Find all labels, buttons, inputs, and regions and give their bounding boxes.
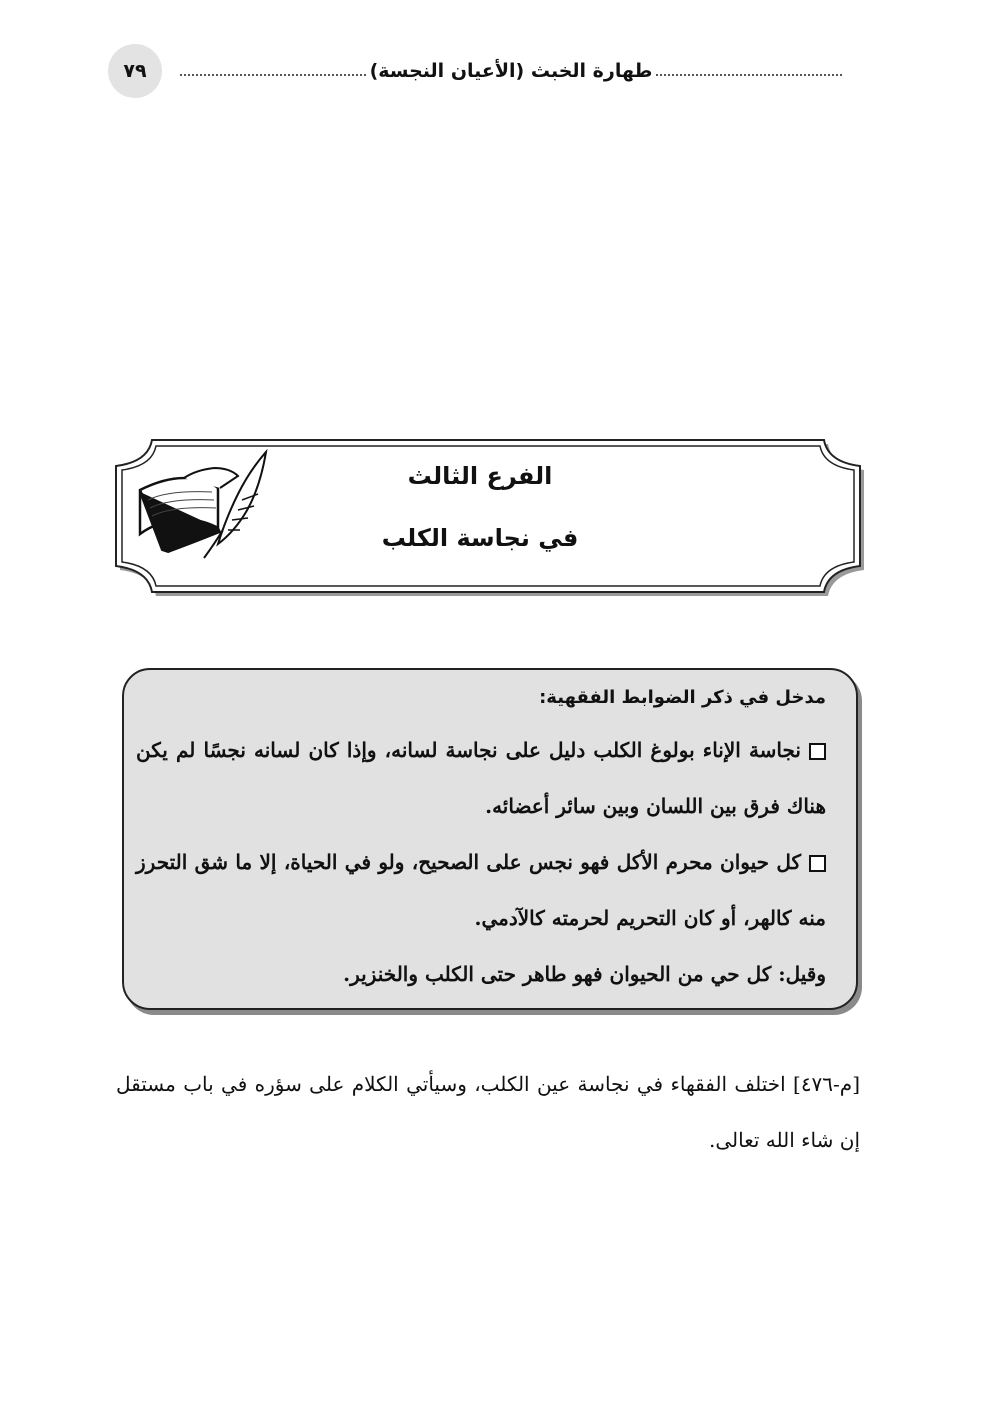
rule-text: نجاسة الإناء بولوغ الكلب دليل على نجاسة لسانه، وإذا كان لسانه نجسًا لم يكن هناك فرق بين اللسان وبين سائر أعضائه. bbox=[136, 738, 826, 818]
square-bullet-icon bbox=[809, 743, 826, 760]
body-paragraph: [م-٤٧٦] اختلف الفقهاء في نجاسة عين الكلب، وسيأتي الكلام على سؤره في باب مستقل إن شاء الله تعالى. bbox=[116, 1072, 860, 1152]
jurisprudence-rules-box bbox=[122, 668, 858, 1010]
rule-note: وقيل: كل حي من الحيوان فهو طاهر حتى الكلب والخنزير. bbox=[343, 962, 826, 986]
header-dots-right bbox=[656, 74, 842, 76]
rules-heading: مدخل في ذكر الضوابط الفقهية: bbox=[539, 687, 826, 708]
running-title: طهارة الخبث (الأعيان النجسة) bbox=[369, 60, 653, 82]
book-and-quill-icon bbox=[134, 448, 274, 564]
rule-item bbox=[136, 722, 826, 834]
square-bullet-icon bbox=[809, 855, 826, 872]
chapter-title: الفرع الثالث bbox=[407, 462, 553, 490]
page-number: ٧٩ bbox=[108, 44, 162, 98]
rule-item bbox=[136, 834, 826, 946]
header-dots-left bbox=[180, 74, 366, 76]
running-header bbox=[180, 56, 842, 86]
rule-text: كل حيوان محرم الأكل فهو نجس على الصحيح، ولو في الحياة، إلا ما شق التحرز منه كالهر، أو كان التحريم لحرمته كالآدمي. bbox=[136, 850, 826, 930]
chapter-subtitle: في نجاسة الكلب bbox=[381, 524, 579, 552]
